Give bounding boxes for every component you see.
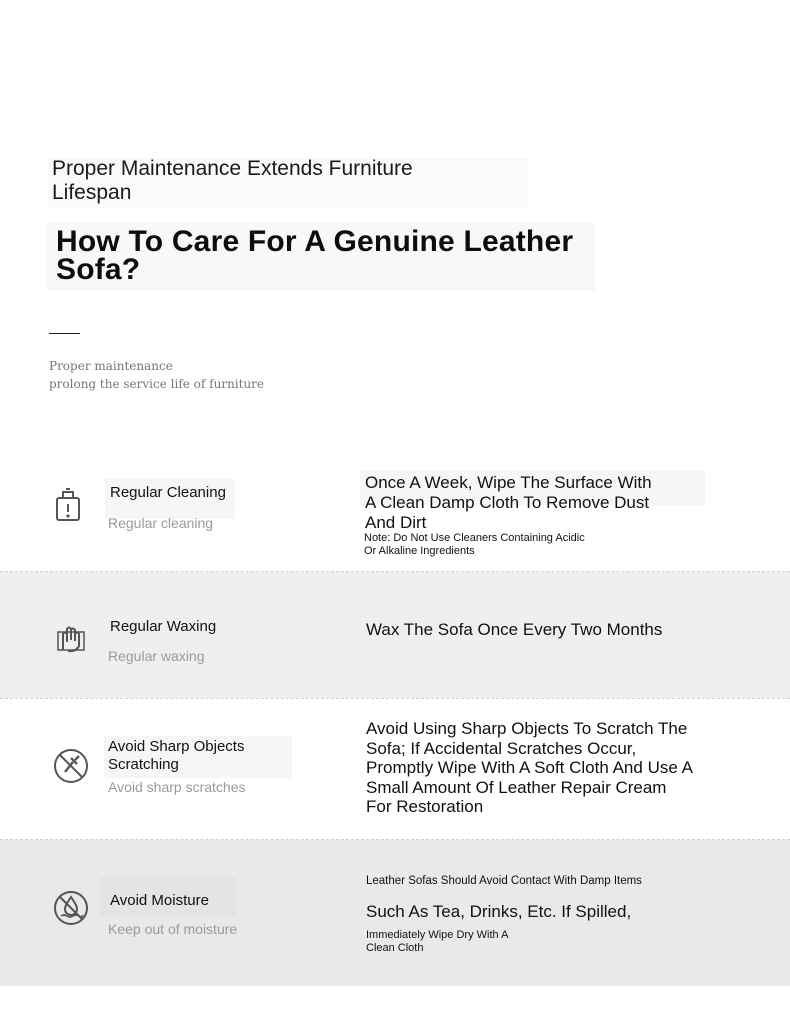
sharp-heading: Avoid Sharp Objects Scratching — [108, 738, 245, 773]
intro-note-line-2: prolong the service life of furniture — [49, 377, 265, 391]
sharp-main-text: Avoid Using Sharp Objects To Scratch The Sofa; If Accidental Scratches Occur, Promptly Wipe With A Soft Cloth And Use A Small Amount Of Leather Repair Cream For Restoration — [366, 719, 692, 816]
spray-bottle-icon — [50, 487, 86, 523]
moisture-heading: Avoid Moisture — [110, 892, 209, 909]
sharp-subheading: Avoid sharp scratches — [108, 779, 246, 795]
no-water-icon — [53, 890, 89, 926]
intro-note-line-1: Proper maintenance — [49, 359, 173, 373]
waxing-heading: Regular Waxing — [110, 618, 217, 635]
divider — [49, 333, 80, 334]
page-title: How To Care For A Genuine Leather Sofa? — [56, 225, 574, 286]
no-sharp-objects-icon — [53, 748, 89, 784]
waxing-hand-icon — [52, 620, 88, 656]
waxing-main-text: Wax The Sofa Once Every Two Months — [366, 620, 663, 639]
waxing-subheading: Regular waxing — [108, 648, 205, 664]
intro-note — [49, 357, 309, 393]
page-subtitle: Proper Maintenance Extends Furniture Lifespan — [52, 157, 413, 204]
cleaning-main-text: Once A Week, Wipe The Surface With A Clean Damp Cloth To Remove Dust And Dirt — [365, 473, 652, 532]
moisture-line-3: Immediately Wipe Dry With A Clean Cloth — [366, 929, 508, 954]
cleaning-note-text: Note: Do Not Use Cleaners Containing Acidic Or Alkaline Ingredients — [364, 532, 585, 557]
moisture-line-2: Such As Tea, Drinks, Etc. If Spilled, — [366, 902, 632, 921]
moisture-line-1: Leather Sofas Should Avoid Contact With Damp Items — [366, 875, 642, 887]
cleaning-subheading: Regular cleaning — [108, 515, 214, 531]
cleaning-heading: Regular Cleaning — [110, 484, 226, 501]
moisture-subheading: Keep out of moisture — [108, 921, 238, 937]
